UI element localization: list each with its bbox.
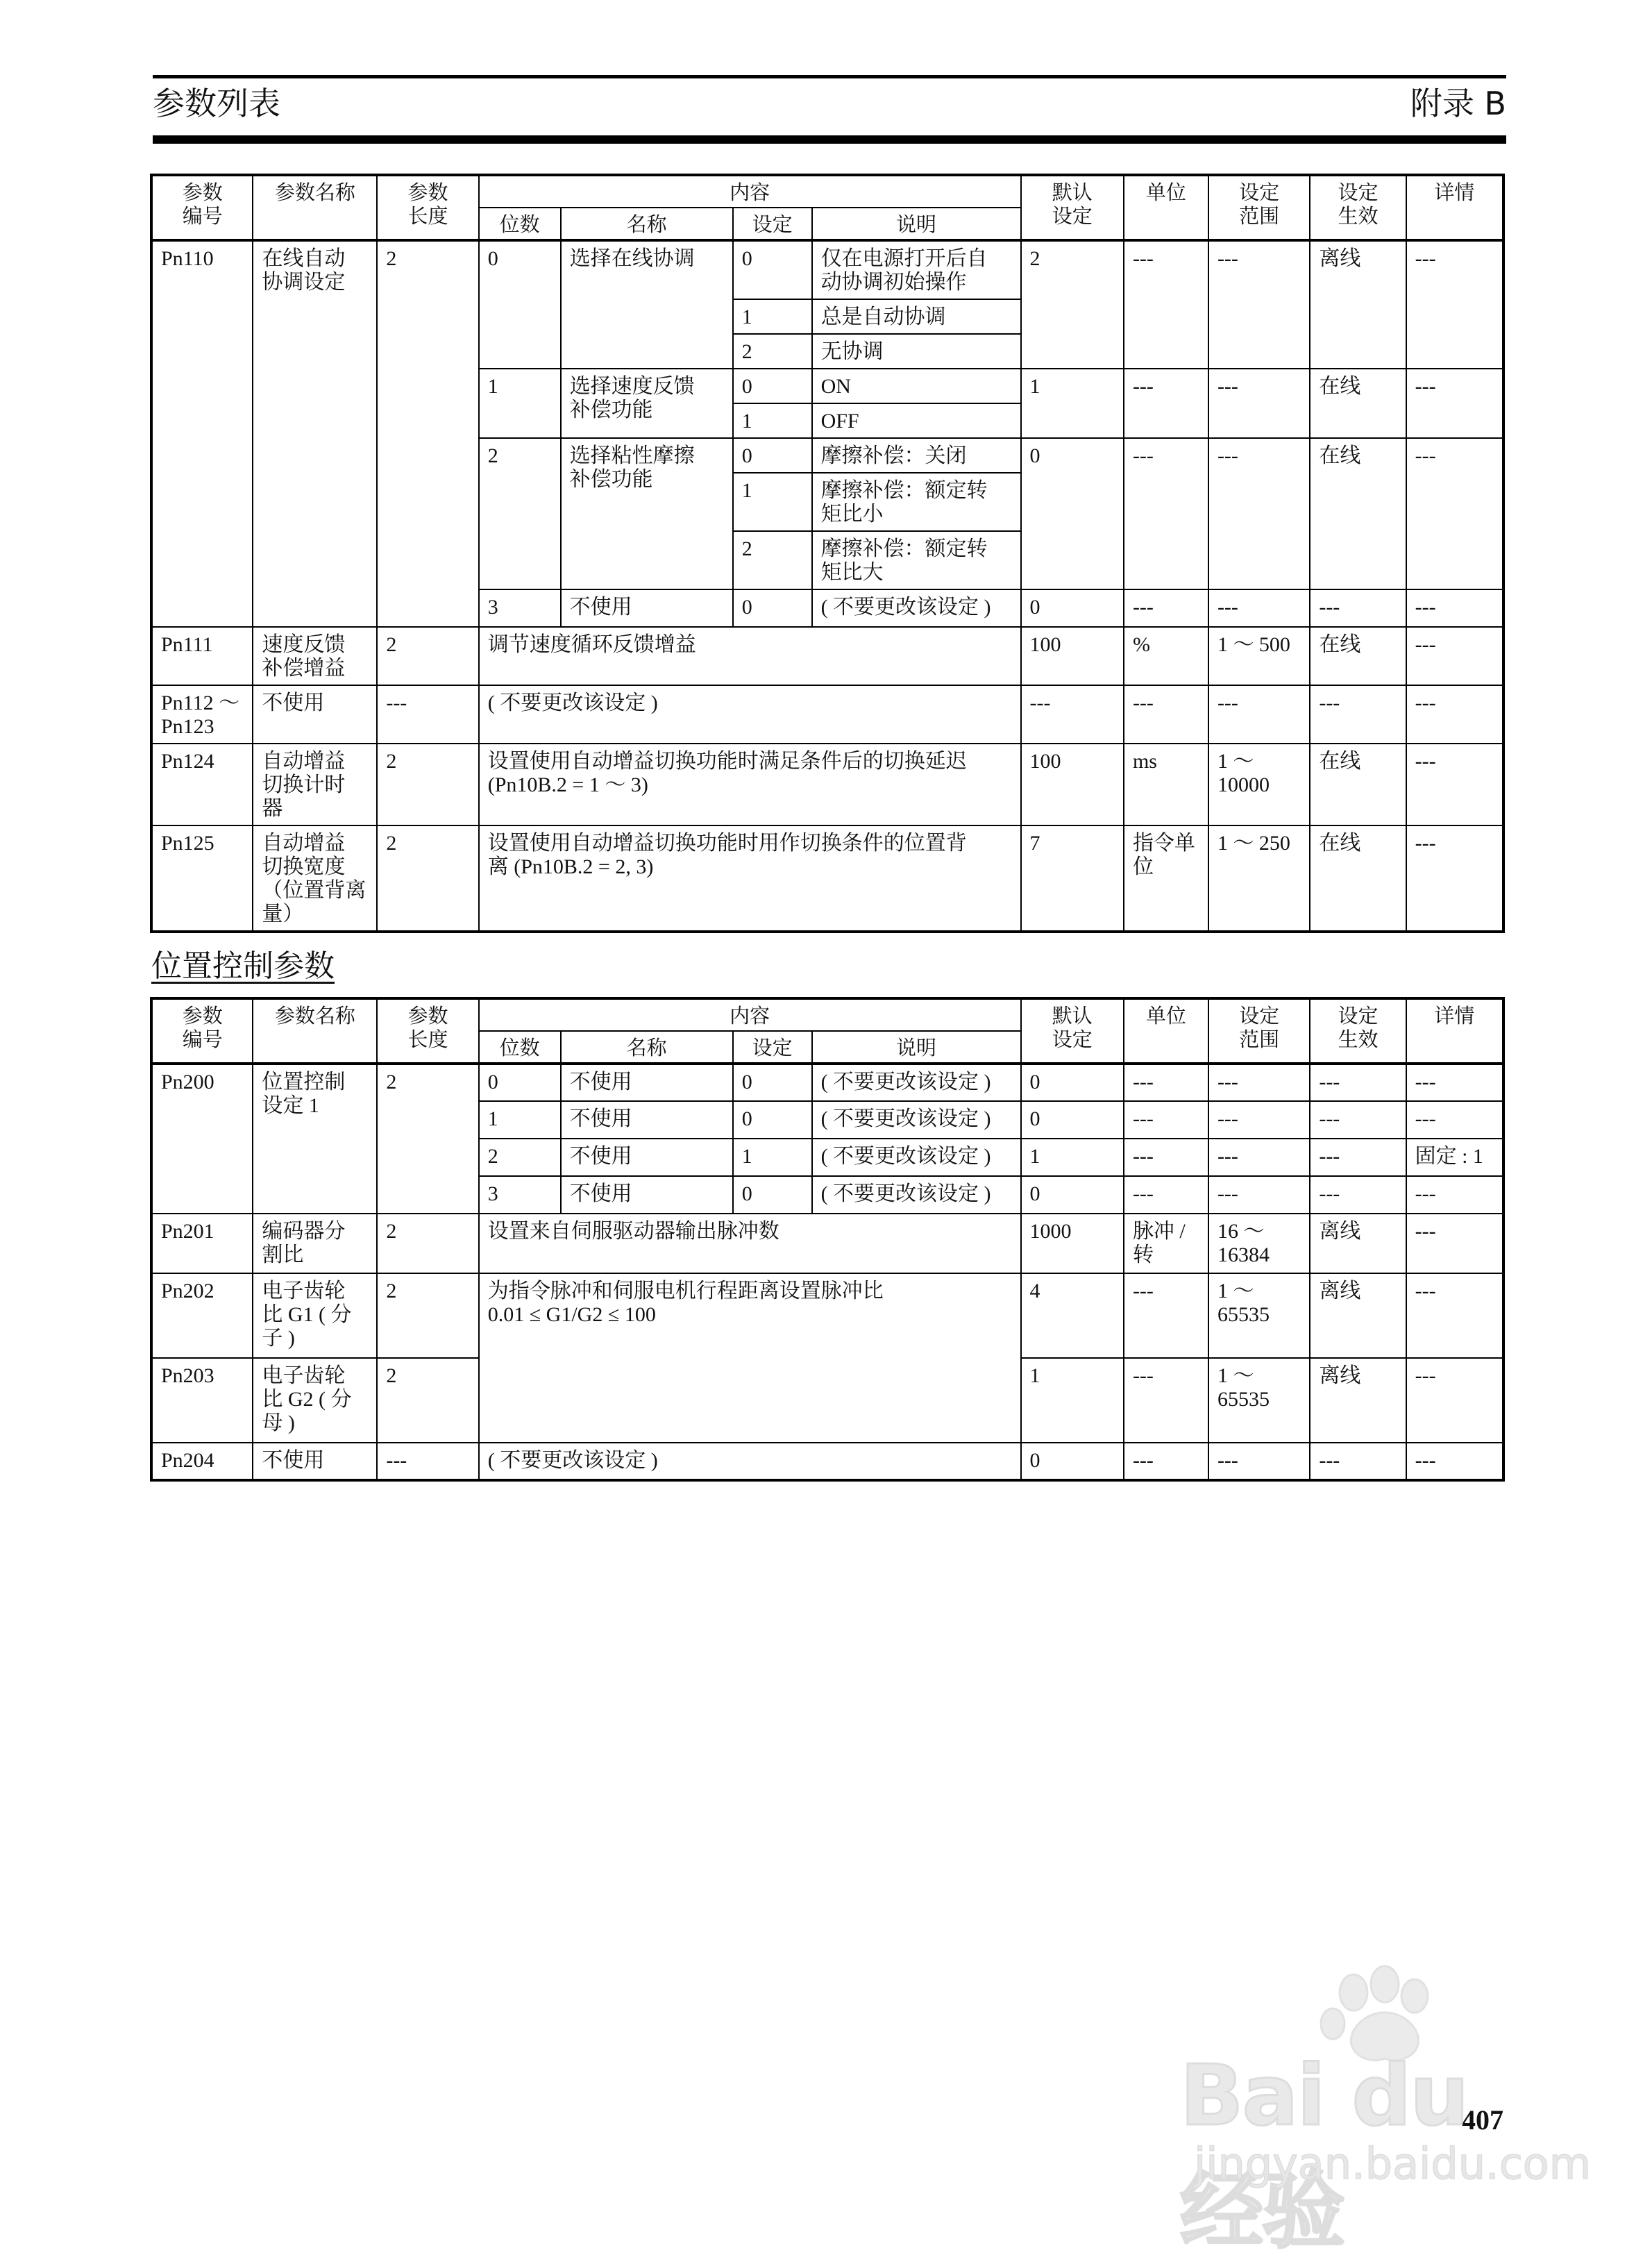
setting-range: --- [1208, 685, 1310, 744]
setting: 1 [733, 1139, 812, 1176]
setting-range: --- [1208, 1139, 1310, 1176]
param-length: 2 [377, 744, 478, 825]
appendix-label: 附录 B [1410, 85, 1506, 122]
unit: --- [1124, 589, 1208, 627]
detail: --- [1406, 438, 1503, 589]
content: 调节速度循环反馈增益 [479, 627, 1021, 685]
detail: --- [1406, 369, 1503, 438]
setting: 0 [733, 369, 812, 403]
col-param-name: 参数名称 [253, 998, 377, 1064]
table-row [151, 1064, 1503, 1101]
setting-range: --- [1208, 1064, 1310, 1101]
effective-timing: 在线 [1310, 744, 1406, 825]
detail: --- [1406, 1443, 1503, 1480]
unit: --- [1124, 438, 1208, 589]
col-detail: 详情 [1406, 998, 1503, 1064]
param-length: 2 [377, 825, 478, 932]
content: 设置来自伺服驱动器输出脉冲数 [479, 1214, 1021, 1273]
detail: --- [1406, 1273, 1503, 1358]
unit: --- [1124, 1139, 1208, 1176]
param-name: 自动增益 切换宽度 （位置背离 量） [253, 825, 377, 932]
parameter-table-1 [150, 174, 1505, 933]
content: 设置使用自动增益切换功能时用作切换条件的位置背 离 (Pn10B.2 = 2, 3) [479, 825, 1021, 932]
setting-range: 1 ～ 500 [1208, 627, 1310, 685]
param-length: --- [377, 1443, 478, 1480]
watermark-brand: Bai du 经验 [1180, 2048, 1468, 2260]
setting-range: --- [1208, 369, 1310, 438]
col-description: 说明 [812, 1031, 1021, 1064]
description: 摩擦补偿：额定转 矩比小 [812, 473, 1021, 531]
col-effect: 设定 生效 [1310, 998, 1406, 1064]
digit-name: 选择粘性摩擦 补偿功能 [561, 438, 733, 589]
page-header [153, 75, 1506, 144]
effective-timing: 离线 [1310, 1273, 1406, 1358]
setting-range: 1 ～ 10000 [1208, 744, 1310, 825]
param-no: Pn125 [151, 825, 253, 932]
setting-range: --- [1208, 1101, 1310, 1139]
detail: --- [1406, 1358, 1503, 1443]
setting-range: 1 ～ 65535 [1208, 1358, 1310, 1443]
param-name: 在线自动 协调设定 [253, 240, 377, 627]
description: ( 不要更改该设定 ) [812, 589, 1021, 627]
default-value: 0 [1021, 589, 1124, 627]
detail: --- [1406, 589, 1503, 627]
param-name: 电子齿轮 比 G1 ( 分 子 ) [253, 1273, 377, 1358]
section-heading: 位置控制参数 [151, 948, 335, 984]
col-content-name: 名称 [561, 1031, 733, 1064]
param-no: Pn111 [151, 627, 253, 685]
effective-timing: --- [1310, 1064, 1406, 1101]
parameter-table-2 [150, 997, 1505, 1482]
unit: --- [1124, 1358, 1208, 1443]
setting-range: 1 ～ 250 [1208, 825, 1310, 932]
param-no: Pn204 [151, 1443, 253, 1480]
description: 摩擦补偿：关闭 [812, 438, 1021, 473]
digit: 2 [479, 1139, 561, 1176]
effective-timing: --- [1310, 685, 1406, 744]
param-length: --- [377, 685, 478, 744]
param-no: Pn200 [151, 1064, 253, 1214]
table-row [151, 1443, 1503, 1480]
unit: --- [1124, 369, 1208, 438]
digit-name: 不使用 [561, 1101, 733, 1139]
table-row [151, 627, 1503, 685]
description: 摩擦补偿：额定转 矩比大 [812, 531, 1021, 589]
setting: 0 [733, 1176, 812, 1214]
detail: --- [1406, 1214, 1503, 1273]
description: OFF [812, 403, 1021, 438]
setting-range: 16 ～ 16384 [1208, 1214, 1310, 1273]
param-length: 2 [377, 240, 478, 627]
effective-timing: 在线 [1310, 825, 1406, 932]
content: 设置使用自动增益切换功能时满足条件后的切换延迟 (Pn10B.2 = 1 ～ 3) [479, 744, 1021, 825]
content: ( 不要更改该设定 ) [479, 685, 1021, 744]
effective-timing: --- [1310, 589, 1406, 627]
param-length: 2 [377, 1358, 478, 1443]
unit: --- [1124, 1101, 1208, 1139]
unit: --- [1124, 1443, 1208, 1480]
setting-range: --- [1208, 438, 1310, 589]
effective-timing: --- [1310, 1176, 1406, 1214]
digit-name: 不使用 [561, 589, 733, 627]
detail: --- [1406, 744, 1503, 825]
setting: 1 [733, 473, 812, 531]
col-description: 说明 [812, 208, 1021, 240]
setting: 1 [733, 403, 812, 438]
description: ( 不要更改该设定 ) [812, 1176, 1021, 1214]
col-unit: 单位 [1124, 175, 1208, 240]
digit: 2 [479, 438, 561, 589]
setting: 0 [733, 589, 812, 627]
effective-timing: 离线 [1310, 1358, 1406, 1443]
description: ( 不要更改该设定 ) [812, 1139, 1021, 1176]
setting: 2 [733, 531, 812, 589]
detail: --- [1406, 240, 1503, 369]
param-no: Pn112 ～ Pn123 [151, 685, 253, 744]
description: ( 不要更改该设定 ) [812, 1101, 1021, 1139]
col-param-no: 参数 编号 [151, 998, 253, 1064]
setting-range: --- [1208, 240, 1310, 369]
default-value: 0 [1021, 1443, 1124, 1480]
col-param-length: 参数 长度 [377, 998, 478, 1064]
col-setting: 设定 [733, 1031, 812, 1064]
param-name: 不使用 [253, 685, 377, 744]
digit: 3 [479, 1176, 561, 1214]
digit-name: 选择速度反馈 补偿功能 [561, 369, 733, 438]
col-digit: 位数 [479, 208, 561, 240]
detail: --- [1406, 685, 1503, 744]
digit-name: 不使用 [561, 1176, 733, 1214]
col-digit: 位数 [479, 1031, 561, 1064]
default-value: 4 [1021, 1273, 1124, 1358]
content: ( 不要更改该设定 ) [479, 1443, 1021, 1480]
effective-timing: --- [1310, 1101, 1406, 1139]
unit: 指令单 位 [1124, 825, 1208, 932]
effective-timing: --- [1310, 1443, 1406, 1480]
effective-timing: 离线 [1310, 1214, 1406, 1273]
digit: 0 [479, 240, 561, 369]
default-value: 1 [1021, 1139, 1124, 1176]
description: ON [812, 369, 1021, 403]
unit: % [1124, 627, 1208, 685]
col-param-length: 参数 长度 [377, 175, 478, 240]
col-default: 默认 设定 [1021, 998, 1124, 1064]
default-value: 0 [1021, 1064, 1124, 1101]
detail: --- [1406, 627, 1503, 685]
col-range: 设定 范围 [1208, 998, 1310, 1064]
page-title: 参数列表 [153, 85, 280, 122]
detail: --- [1406, 1176, 1503, 1214]
table-row [151, 744, 1503, 825]
setting: 2 [733, 334, 812, 369]
default-value: 7 [1021, 825, 1124, 932]
default-value: 0 [1021, 1101, 1124, 1139]
param-name: 不使用 [253, 1443, 377, 1480]
param-name: 编码器分 割比 [253, 1214, 377, 1273]
param-length: 2 [377, 627, 478, 685]
col-default: 默认 设定 [1021, 175, 1124, 240]
content: 为指令脉冲和伺服电机行程距离设置脉冲比 0.01 ≤ G1/G2 ≤ 100 [479, 1273, 1021, 1443]
default-value: 1 [1021, 1358, 1124, 1443]
param-length: 2 [377, 1273, 478, 1358]
param-name: 自动增益 切换计时 器 [253, 744, 377, 825]
unit: 脉冲 / 转 [1124, 1214, 1208, 1273]
col-detail: 详情 [1406, 175, 1503, 240]
default-value: 100 [1021, 744, 1124, 825]
detail: --- [1406, 1064, 1503, 1101]
digit: 1 [479, 1101, 561, 1139]
effective-timing: 在线 [1310, 369, 1406, 438]
default-value: 0 [1021, 438, 1124, 589]
effective-timing: --- [1310, 1139, 1406, 1176]
setting: 0 [733, 438, 812, 473]
setting: 0 [733, 1101, 812, 1139]
col-content: 内容 [479, 998, 1021, 1031]
unit: --- [1124, 1176, 1208, 1214]
setting-range: --- [1208, 1176, 1310, 1214]
default-value: 0 [1021, 1176, 1124, 1214]
param-name: 电子齿轮 比 G2 ( 分 母 ) [253, 1358, 377, 1443]
description: 无协调 [812, 334, 1021, 369]
param-no: Pn124 [151, 744, 253, 825]
setting: 1 [733, 299, 812, 334]
table-row [151, 240, 1503, 299]
default-value: 1 [1021, 369, 1124, 438]
setting-range: --- [1208, 589, 1310, 627]
setting-range: --- [1208, 1443, 1310, 1480]
setting: 0 [733, 240, 812, 299]
effective-timing: 在线 [1310, 438, 1406, 589]
baidu-watermark [1180, 1965, 1592, 2260]
default-value: 1000 [1021, 1214, 1124, 1273]
watermark-url: jingyan.baidu.com [1194, 2138, 1592, 2189]
param-no: Pn203 [151, 1358, 253, 1443]
param-length: 2 [377, 1214, 478, 1273]
param-no: Pn202 [151, 1273, 253, 1358]
col-effect: 设定 生效 [1310, 175, 1406, 240]
digit-name: 不使用 [561, 1064, 733, 1101]
digit-name: 不使用 [561, 1139, 733, 1176]
param-no: Pn201 [151, 1214, 253, 1273]
default-value: 2 [1021, 240, 1124, 369]
description: 仅在电源打开后自 动协调初始操作 [812, 240, 1021, 299]
unit: --- [1124, 1064, 1208, 1101]
page-number: 407 [1462, 2104, 1503, 2136]
unit: ms [1124, 744, 1208, 825]
digit: 1 [479, 369, 561, 438]
unit: --- [1124, 685, 1208, 744]
unit: --- [1124, 1273, 1208, 1358]
setting-range: 1 ～ 65535 [1208, 1273, 1310, 1358]
col-param-no: 参数 编号 [151, 175, 253, 240]
effective-timing: 离线 [1310, 240, 1406, 369]
col-unit: 单位 [1124, 998, 1208, 1064]
table-row [151, 825, 1503, 932]
setting: 0 [733, 1064, 812, 1101]
digit: 3 [479, 589, 561, 627]
param-name: 位置控制 设定 1 [253, 1064, 377, 1214]
col-setting: 设定 [733, 208, 812, 240]
col-content-name: 名称 [561, 208, 733, 240]
col-range: 设定 范围 [1208, 175, 1310, 240]
detail: --- [1406, 825, 1503, 932]
col-content: 内容 [479, 175, 1021, 208]
param-name: 速度反馈 补偿增益 [253, 627, 377, 685]
description: 总是自动协调 [812, 299, 1021, 334]
col-param-name: 参数名称 [253, 175, 377, 240]
detail: 固定 : 1 [1406, 1139, 1503, 1176]
detail: --- [1406, 1101, 1503, 1139]
param-length: 2 [377, 1064, 478, 1214]
unit: --- [1124, 240, 1208, 369]
param-no: Pn110 [151, 240, 253, 627]
description: ( 不要更改该设定 ) [812, 1064, 1021, 1101]
digit: 0 [479, 1064, 561, 1101]
digit-name: 选择在线协调 [561, 240, 733, 369]
table-row [151, 1214, 1503, 1273]
default-value: 100 [1021, 627, 1124, 685]
default-value: --- [1021, 685, 1124, 744]
table-row [151, 1273, 1503, 1358]
effective-timing: 在线 [1310, 627, 1406, 685]
table-row [151, 685, 1503, 744]
